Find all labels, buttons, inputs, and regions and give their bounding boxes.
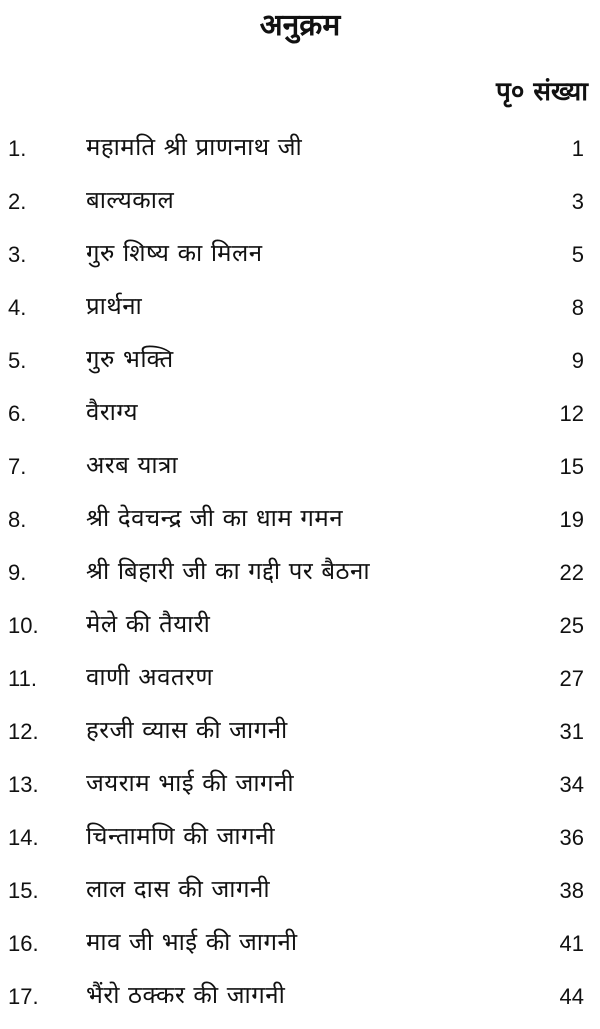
entry-page-number: 41: [559, 931, 584, 956]
toc-row: [0, 499, 600, 552]
toc-row: [0, 234, 600, 287]
entry-title: महामति श्री प्राणनाथ जी: [86, 133, 303, 161]
entry-title: हरजी व्यास की जागनी: [86, 716, 288, 744]
entry-page-number: 8: [571, 295, 584, 320]
entry-number: 12.: [8, 719, 39, 744]
entry-title: भैंरो ठक्कर की जागनी: [86, 981, 286, 1009]
toc-row: [0, 446, 600, 499]
entry-title: चिन्तामणि की जागनी: [86, 822, 276, 850]
toc-row: [0, 393, 600, 446]
entry-number: 2.: [8, 189, 27, 214]
entry-title: वैराग्य: [86, 398, 139, 426]
toc-row: [0, 658, 600, 711]
toc-row: [0, 764, 600, 817]
page-title: अनुक्रम: [259, 8, 341, 43]
toc-row: [0, 976, 600, 1029]
entry-title: प्रार्थना: [86, 292, 143, 320]
entry-number: 6.: [8, 401, 27, 426]
entry-title: लाल दास की जागनी: [86, 875, 271, 903]
entry-number: 1.: [8, 136, 27, 161]
entry-number: 5.: [8, 348, 27, 373]
entry-number: 15.: [8, 878, 39, 903]
entry-number: 14.: [8, 825, 39, 850]
entry-page-number: 44: [559, 984, 584, 1009]
toc-row: [0, 181, 600, 234]
toc-list: [0, 128, 600, 1029]
entry-title: बाल्यकाल: [86, 186, 175, 214]
entry-title: गुरु शिष्य का मिलन: [86, 239, 263, 267]
entry-page-number: 22: [559, 560, 584, 585]
toc-row: [0, 923, 600, 976]
entry-page-number: 12: [559, 401, 584, 426]
page-number-column-header: पृ० संख्या: [496, 77, 588, 107]
entry-page-number: 15: [559, 454, 584, 479]
entry-page-number: 9: [571, 348, 584, 373]
toc-row: [0, 287, 600, 340]
entry-title: अरब यात्रा: [86, 451, 179, 479]
entry-page-number: 25: [559, 613, 584, 638]
entry-title: जयराम भाई की जागनी: [86, 769, 295, 797]
toc-row: [0, 711, 600, 764]
toc-row: [0, 870, 600, 923]
entry-page-number: 31: [559, 719, 584, 744]
entry-number: 10.: [8, 613, 39, 638]
toc-row: [0, 605, 600, 658]
entry-page-number: 3: [571, 189, 584, 214]
entry-title: मेले की तैयारी: [86, 610, 211, 638]
entry-number: 8.: [8, 507, 27, 532]
entry-number: 3.: [8, 242, 27, 267]
entry-title: माव जी भाई की जागनी: [86, 928, 298, 956]
toc-row: [0, 552, 600, 605]
entry-page-number: 1: [571, 136, 584, 161]
entry-number: 17.: [8, 984, 39, 1009]
entry-number: 7.: [8, 454, 27, 479]
entry-page-number: 38: [559, 878, 584, 903]
toc-row: [0, 340, 600, 393]
entry-page-number: 27: [559, 666, 584, 691]
entry-title: वाणी अवतरण: [86, 663, 214, 691]
entry-number: 13.: [8, 772, 39, 797]
entry-title: श्री बिहारी जी का गद्दी पर बैठना: [86, 557, 371, 585]
toc-row: [0, 128, 600, 181]
entry-number: 9.: [8, 560, 27, 585]
entry-number: 16.: [8, 931, 39, 956]
entry-title: श्री देवचन्द्र जी का धाम गमन: [86, 504, 344, 532]
entry-title: गुरु भक्ति: [86, 345, 174, 373]
entry-page-number: 5: [571, 242, 584, 267]
toc-row: [0, 817, 600, 870]
entry-number: 4.: [8, 295, 27, 320]
entry-number: 11.: [8, 666, 37, 691]
entry-page-number: 19: [559, 507, 584, 532]
entry-page-number: 36: [559, 825, 584, 850]
entry-page-number: 34: [559, 772, 584, 797]
